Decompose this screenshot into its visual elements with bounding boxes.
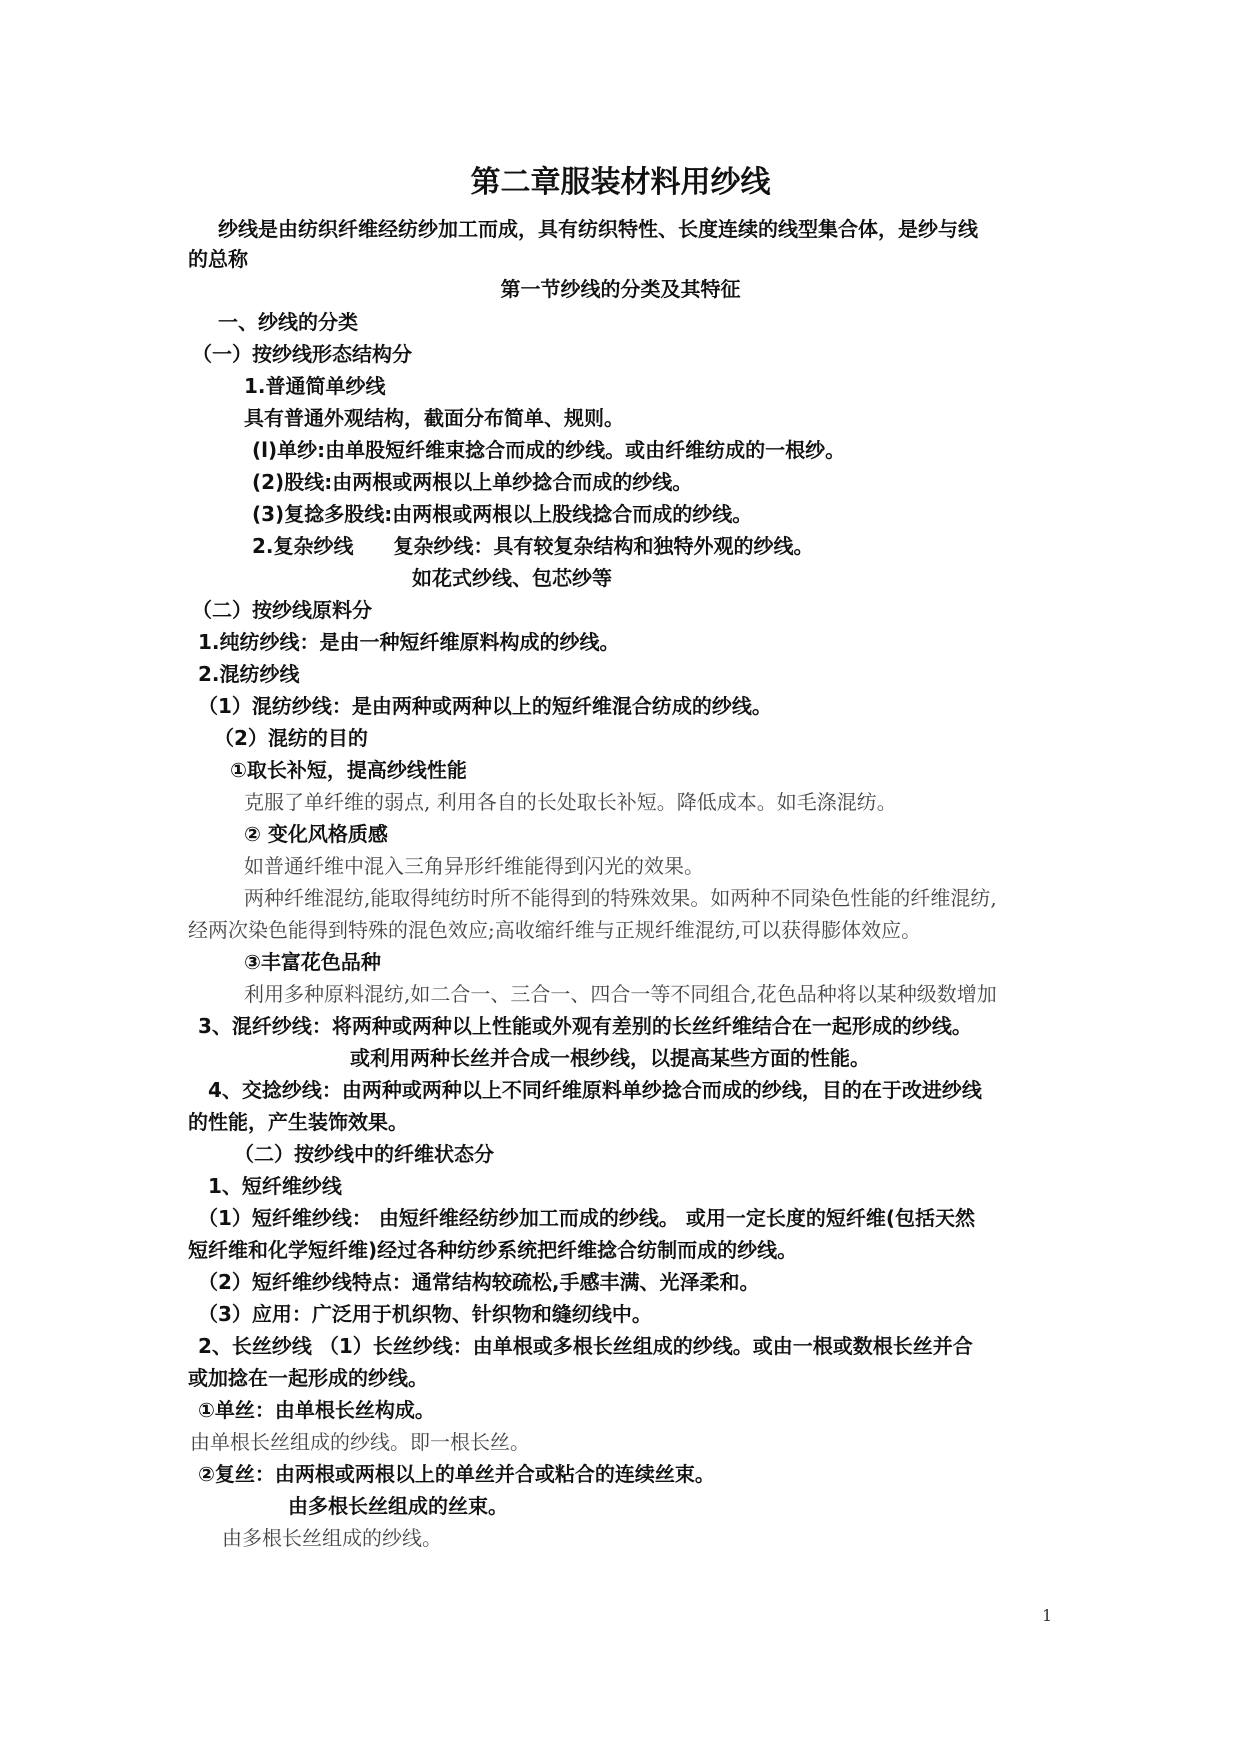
staple-yarn-def-1: （1）短纤维纱线： 由短纤维经纺纱加工而成的纱线。 或用一定长度的短纤维(包括天然 <box>198 1206 975 1230</box>
chapter-title: 第二章服装材料用纱线 <box>470 165 771 200</box>
purpose-2-desc-2: 两种纤维混纺,能取得纯纺时所不能得到的特殊效果。如两种不同染色性能的纤维混纺, <box>244 886 997 910</box>
interlaced-yarn: 4、交捻纱线：由两种或两种以上不同纤维原料单纱捻合而成的纱线，目的在于改进纱线 <box>208 1078 982 1102</box>
cabled-yarn: (3)复捻多股线:由两根或两根以上股线捻合而成的纱线。 <box>252 502 753 526</box>
heading-by-material: （二）按纱线原料分 <box>192 598 372 622</box>
interlaced-yarn-cont: 的性能，产生装饰效果。 <box>188 1110 408 1134</box>
purpose-1: ①取长补短，提高纱线性能 <box>230 758 467 782</box>
filament-yarn: 2、长丝纱线 （1）长丝纱线：由单根或多根长丝组成的纱线。或由一根或数根长丝并合 <box>198 1334 973 1358</box>
purpose-3-desc: 利用多种原料混纺,如二合一、三合一、四合一等不同组合,花色品种将以某种级数增加 <box>244 982 997 1006</box>
blended-yarn: 2.混纺纱线 <box>198 662 300 686</box>
blending-purpose: （2）混纺的目的 <box>214 726 368 750</box>
complex-yarn-examples: 如花式纱线、包芯纱等 <box>412 566 612 590</box>
intro-line-2: 的总称 <box>188 247 248 271</box>
monofilament-desc: 由单根长丝组成的纱线。即一根长丝。 <box>190 1430 530 1454</box>
staple-yarn-features: （2）短纤维纱线特点：通常结构较疏松,手感丰满、光泽柔和。 <box>198 1270 760 1294</box>
staple-yarn: 1、短纤维纱线 <box>208 1174 342 1198</box>
monofilament: ①单丝：由单根长丝构成。 <box>198 1398 435 1422</box>
single-yarn: (l)单纱:由单股短纤维束捻合而成的纱线。或由纤维纺成的一根纱。 <box>252 438 846 462</box>
purpose-3: ③丰富花色品种 <box>244 950 381 974</box>
purpose-1-desc: 克服了单纤维的弱点, 利用各自的长处取长补短。降低成本。如毛涤混纺。 <box>244 790 897 814</box>
heading-by-fiber-state: （二）按纱线中的纤维状态分 <box>234 1142 494 1166</box>
intro-line-1: 纱线是由纺织纤维经纺纱加工而成，具有纺织特性、长度连续的线型集合体，是纱与线 <box>218 217 978 241</box>
simple-yarn-desc: 具有普通外观结构，截面分布简单、规则。 <box>244 406 624 430</box>
item-simple-yarn: 1.普通简单纱线 <box>244 374 386 398</box>
blended-yarn-def: （1）混纺纱线：是由两种或两种以上的短纤维混合纺成的纱线。 <box>198 694 772 718</box>
filament-yarn-cont: 或加捻在一起形成的纱线。 <box>188 1366 428 1390</box>
multifilament-desc-1: 由多根长丝组成的丝束。 <box>288 1494 508 1518</box>
pure-spun-yarn: 1.纯纺纱线：是由一种短纤维原料构成的纱线。 <box>198 630 620 654</box>
staple-yarn-def-2: 短纤维和化学短纤维)经过各种纺纱系统把纤维捻合纺制而成的纱线。 <box>188 1238 798 1262</box>
mixed-filament-desc: 或利用两种长丝并合成一根纱线，以提高某些方面的性能。 <box>350 1046 870 1070</box>
section-heading: 第一节纱线的分类及其特征 <box>500 277 741 301</box>
complex-yarn: 2.复杂纱线 复杂纱线：具有较复杂结构和独特外观的纱线。 <box>252 534 814 558</box>
staple-yarn-uses: （3）应用：广泛用于机织物、针织物和缝纫线中。 <box>198 1302 652 1326</box>
heading-by-structure: （一）按纱线形态结构分 <box>192 342 412 366</box>
page-number: 1 <box>1042 1606 1053 1625</box>
mixed-filament-yarn: 3、混纤纱线：将两种或两种以上性能或外观有差别的长丝纤维结合在一起形成的纱线。 <box>198 1014 972 1038</box>
multifilament: ②复丝：由两根或两根以上的单丝并合或粘合的连续丝束。 <box>198 1462 715 1486</box>
heading-classification: 一、纱线的分类 <box>218 310 358 334</box>
purpose-2-desc-3: 经两次染色能得到特殊的混色效应;高收缩纤维与正规纤维混纺,可以获得膨体效应。 <box>188 918 922 942</box>
purpose-2-desc-1: 如普通纤维中混入三角异形纤维能得到闪光的效果。 <box>244 854 704 878</box>
multifilament-desc-2: 由多根长丝组成的纱线。 <box>222 1526 442 1550</box>
ply-yarn: (2)股线:由两根或两根以上单纱捻合而成的纱线。 <box>252 470 693 494</box>
purpose-2: ② 变化风格质感 <box>244 822 388 846</box>
